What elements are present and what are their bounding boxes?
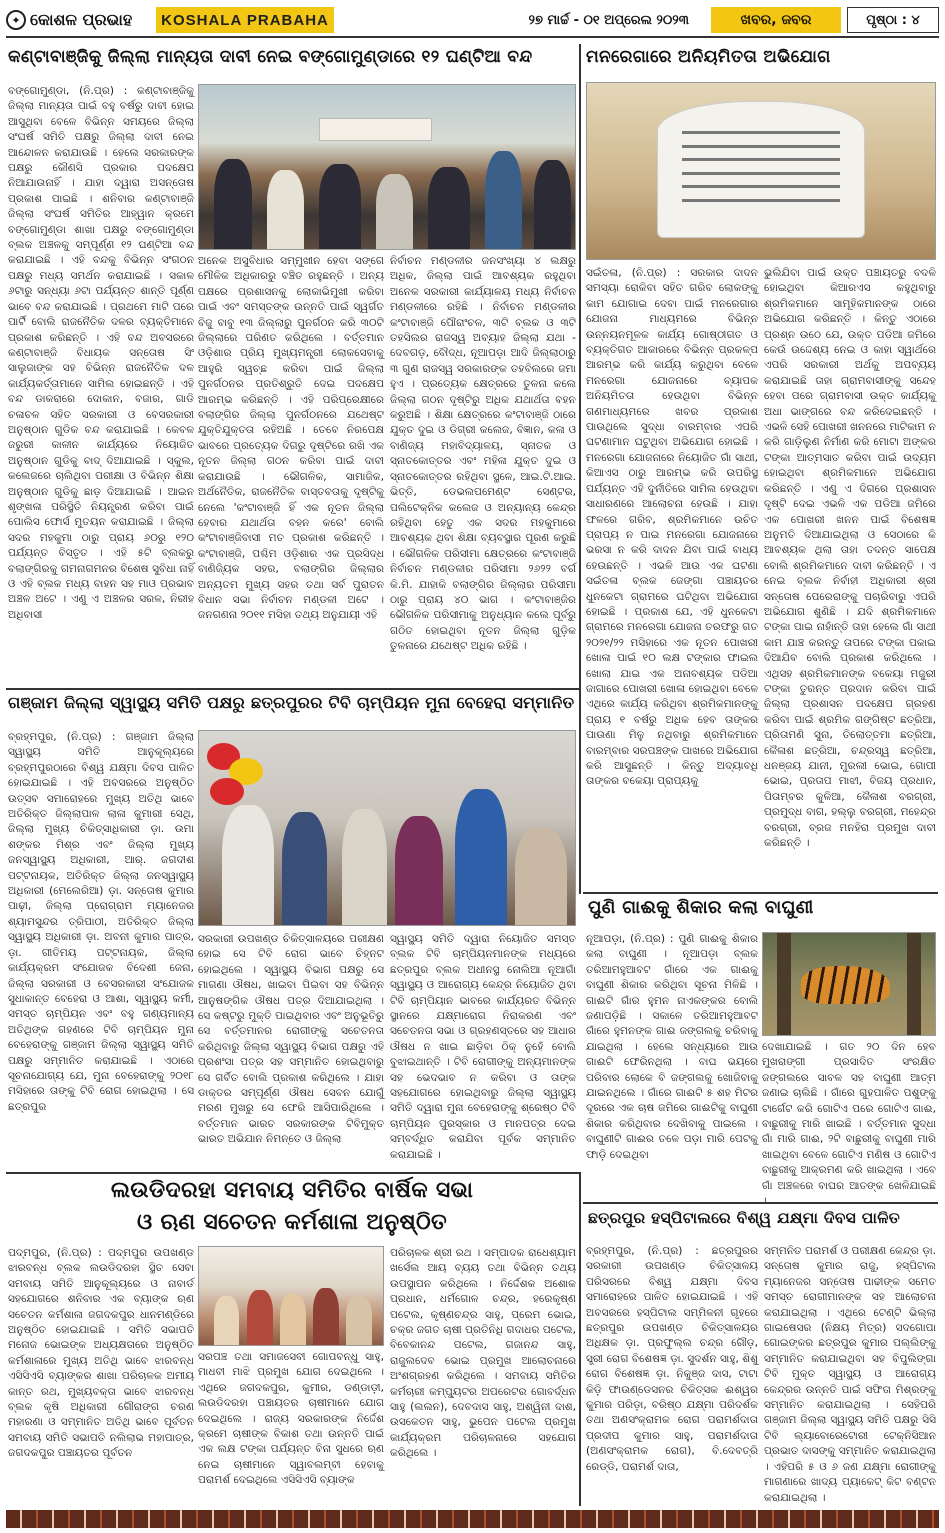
- brand-name: KOSHALA PRABAHA: [156, 7, 334, 33]
- article-headline: ପୁଣି ଗାଈକୁ ଶିକାର କଲା ବାଘୁଣୀ: [588, 897, 814, 918]
- article-column: ସ୍ୱାସ୍ଥ୍ୟ ସମିତି ଦ୍ୱାରା ନିୟୋଜିତ ସମସ୍ତ ବ୍ଲକ ଟିବି ଚାମ୍ପିୟନମାନଙ୍କ ମଧ୍ୟରେ ଛତ୍ରପୁର ବ୍ଲକ ଅଧୀନସ୍ଥ ନୋଲିଆ ନୂଆଗାଁ ସ୍ୱାସ୍ଥ୍ୟ ଓ ଆରୋଗ୍ୟ କେନ୍ଦ୍ର ନିୟୋଜିତ ଥିବା ଟିବି ଚାମ୍ପିୟାନ ଭାବରେ କାର୍ଯ୍ୟରତ ବିଭିନ୍ନ ସ୍ଥାନରେ ଯକ୍ଷ୍ମାରୋଗ ନିରାକରଣ ଏବଂ ସଚେତନତା ସଭା ଓ ଗ୍ରହଣସ୍ତରେ ସହ ଆଧାର ଔଷଧ ନ ଖାଇ ଛାଡ଼ିବା ଠିକ୍ ନୁହେଁ ବୋଲି ବୁଝାଇଥାନ୍ତି । ଟିବି ରୋଗୀଙ୍କୁ ଅନ୍ୟମାନଙ୍କ ସହ ଭେଦଭାବ ନ କରିବା ଓ ତାଙ୍କ ସହଯୋଗରେ ହୋଇଥିବାରୁ ଜିଲ୍ଲା ସ୍ୱାସ୍ଥ୍ୟ ସମିତି ଦ୍ୱାରା ମୁନା ବେହେରାଙ୍କୁ ଶ୍ରେଷ୍ଠ ଟିବି ଚାମ୍ପିୟନ ପୁରସ୍କାର ଓ ମାନପତ୍ର ଦେଇ ସମ୍ବର୍ଦ୍ଧିତ କରାଯିବା ପୂର୍ବକ ସମ୍ମାନିତ କରାଯାଇଛି ।: [390, 933, 576, 1161]
- photo-person: [515, 828, 568, 925]
- article-headline: ଲଉଡିଦରହା ସମବାୟ ସମିତିର ବାର୍ଷିକ ସଭା: [110, 1178, 474, 1203]
- logo-icon: ✦: [6, 10, 26, 30]
- tiger-photo: [762, 932, 936, 1036]
- photo-person: [267, 170, 305, 249]
- section-divider: [6, 1172, 579, 1174]
- issue-date: ୨୭ ମାର୍ଚ୍ଚ - ୦୧ ଅପ୍ରେଲ ୨୦୨୩: [528, 12, 689, 28]
- article-headline: ଓ ଋଣ ସଚେତନ କର୍ମଶାଳା ଅନୁଷ୍ଠିତ: [137, 1210, 447, 1235]
- column-divider: [579, 44, 581, 894]
- photo-person: [214, 1296, 240, 1345]
- article-column: ନିର୍ବାଚନ ମଣ୍ଡଳୀର ଜନସଂଖ୍ୟା ୪ ଲକ୍ଷରୁ ଅଧିକ, ଜିଲ୍ଲା ପାଇଁ ଆବଶ୍ୟକ ରହୁଥିବା ଅନେକ ସରକାରୀ କାର୍ଯ୍ୟାଳୟ ମଧ୍ୟ ନିର୍ବାଚନ ମଣ୍ଡଳୀରେ ରହିଛି । ନିର୍ବାଚନ ମଣ୍ଡଳୀର କଂଟାବାଞ୍ଜି ପୌରାଂଚଳ, ୩ଟି ବ୍ଲକ ଓ ୩ଟି ତହସିଲର ରାଜସ୍ୱ ଅବ୍ୟାହ ଜିଲ୍ଲା ଯଥା - ଦେବଗଡ଼, ବୌଦ୍ଧ, ନୂଆପଡ଼ା ଆଦି ଜିଲ୍ଲାଠାରୁ ୩ ଗୁଣ ରାଜସ୍ୱ ସରକାରଙ୍କ ତହବିଲରେ ଜମା ହୁଏ । ପ୍ରତ୍ୟେକ କ୍ଷେତ୍ରରେ ତୁଳନା କଲେ ଜିଲ୍ଲା ଗଠନ ଦୃଷ୍ଟିରୁ ଅଧିକ ଯଥାର୍ଥତା ବହନ କରୁଅଛି । ଶିକ୍ଷା କ୍ଷେତ୍ରରେ କଂଟାବାଞ୍ଜି ଠାରେ ଯୁକ୍ତ ଦୁଇ ଓ ଡିଗ୍ରୀ କଲେଜ, ବିଜ୍ଞାନ, କଳା ଓ ବାଣିଜ୍ୟ ମହାବିଦ୍ୟାଳୟ, ସ୍ନାତକ ଓ ସ୍ନାତକୋତ୍ତର ଏବଂ ମହିଳା ଯୁକ୍ତ ଦୁଇ ଓ ସ୍ନାତକୋତ୍ତର ରହିଥିବା ସ୍ଥଳେ, ଆଇ.ଟି.ଆଇ. ଭିତ୍ତି, ଡେଭଲପମେଣ୍ଟ ସେଣ୍ଟର, ପଲିଟେକ୍ନିକ କଲେଜ ଓ ଅନ୍ୟାନ୍ୟ କେନ୍ଦ୍ର ରହିଥିବା ହେତୁ ଏକ ସଦର ମହକୁମାରେ ଆବଶ୍ୟକ ଥିବା ଶିକ୍ଷା ବ୍ୟବସ୍ଥାର ପୂରଣ କରୁଛି । ଭୌଗଳିକ ପରିସୀମା କ୍ଷେତ୍ରରେ କଂଟାବାଞ୍ଜି ନିର୍ବାଚନ ମଣ୍ଡଳୀର ପରିସୀମା ୨୬୨୨ ବର୍ଗ କି.ମି. ଯାହାକି ବଲାଙ୍ଗିର ଜିଲ୍ଲାର ପରିସୀମା ଠାରୁ ପ୍ରାୟ ୪୦ ଭାଗ । କଂଟାବାଞ୍ଜିର ଭୌଗଳିକ ପରିସୀମାକୁ ଅନୁଧ୍ୟାନ କଲେ ପୂର୍ବରୁ ଗଠିତ ହୋଇଥିବା ନୂତନ ଜିଲ୍ଲା ଗୁଡ଼ିକ ତୁଳନାରେ ଯଥେଷ୍ଟ ଅଧିକ ରହିଛି ।: [390, 255, 576, 653]
- article-column: ବ୍ରହ୍ମପୁର, (ନି.ପ୍ର) : ଛତ୍ରପୁରର ସରକାରୀ ଉପଖଣ୍ଡ ଚିକିତ୍ସାଳୟ ପରିସରରେ ବିଶ୍ୱ ଯକ୍ଷ୍ମା ଦିବସ ସମାରୋହରେ ପାଳିତ ହୋଇଯାଇଛି । ଏହି ଅବସରରେ ହସ୍ପିଟାଲ ସମ୍ମିଳନୀ ଗୃହରେ ଛତ୍ରପୁର ଉପଖଣ୍ଡ ଚିକିତ୍ସାଳୟର ଅଧିକ୍ଷକ ଡ଼ା. ପ୍ରଫୁଲ୍ଲ ଚନ୍ଦ୍ର ଗୌଡ଼, ସ୍ତ୍ରୀ ରୋଗ ବିଶେଷଜ୍ଞ ଡ଼ା. ସୁଦର୍ଶନ ସାହୁ, ଶିଶୁ ରୋଗ ବିଶେଷଜ୍ଞ ଡ଼ା. ନିକୁଞ୍ଜ ଦାସ, ଟାଟା କିଡ଼ି ଫାଉଣ୍ଡେସନର ଚିକିତ୍ସକ ଈଶ୍ୱର କୁମାର ପରିଡ଼ା, ବରିଷ୍ଠ ଯକ୍ଷ୍ମା ପରିଦର୍ଶକ ତଥା ଅଣସଂକ୍ରାମକ ରୋଗ ପରାମର୍ଶଦାତା ପ୍ରଦୀପ କୁମାର ସାହୁ, ପରାମର୍ଶଦାତା (ଅଣସଂକ୍ରାମକ ରୋଗ), ବି.ଦେବତ୍ରି ରେଡ୍ଡି, ପରାମର୍ଶ ଦାତା,: [586, 1245, 758, 1473]
- meeting-photo: [198, 1246, 384, 1346]
- protest-photo: [198, 84, 576, 250]
- photo-signboard: [657, 101, 866, 238]
- signboard-photo: [586, 82, 936, 260]
- photo-person: [428, 167, 469, 249]
- masthead-logo: [6, 10, 156, 30]
- photo-person: [247, 1290, 273, 1345]
- article-column: ସରକାରୀ ଉପଖଣ୍ଡ ଚିକିତ୍ସାଳୟରେ ପରୀକ୍ଷଣ ହୋଇ ସେ ଟିବି ରୋଗ ଭାବେ ଚିହ୍ନଟ ହୋଇଥିଲେ । ସ୍ୱାସ୍ଥ୍ୟ ବିଭାଗ ପକ୍ଷରୁ ସେ ମାଗଣା ଔଷଧ, ଖାଇବା ପିଇବା ସହ ବିଭିନ୍ନ ଆନୁଷଙ୍ଗିକ ଔଷଧ ପତ୍ର ଦିଆଯାଇଥିଲା । ସେ କଷ୍ଟରୁ ମୁକ୍ତି ପାଇଥିବାର ଏବଂ ଅନୁଭୂତିରୁ ସେ ବର୍ତ୍ତମାନର ରୋଗୀଙ୍କୁ ସଚେତନତା କରିଥିବାରୁ ଜିଲ୍ଲା ସ୍ୱାସ୍ଥ୍ୟ ବିଭାଗ ପକ୍ଷରୁ ଏହି ପ୍ରଶଂସା ପତ୍ର ସହ ସମ୍ମାନିତ ହୋଇଥିବାରୁ ସେ ଗର୍ବିତ ବୋଲି ପ୍ରକାଶ କରିଥିଲେ । ଯାହା ଡାକ୍ତର ସମ୍ପୂର୍ଣ୍ଣ ଔଷଧ ସେବନ ଯୋଗୁଁ ମରଣ ମୁଖରୁ ସେ ଫେରି ଆସିପାରିଥିଲେ । ବର୍ତ୍ତମାନ ଭାରତ ସରକାରଙ୍କ ଟିବିମୁକ୍ତ ଭାରତ ଅଭିଯାନ ନିମନ୍ତେ ଓ ଜିଲ୍ଲା: [198, 933, 384, 1146]
- article-column: ବ୍ରହ୍ମପୁର, (ନି.ପ୍ର) : ଗଞ୍ଜାମ ଜିଲ୍ଲା ସ୍ୱାସ୍ଥ୍ୟ ସମିତି ଆନୁକୂଲ୍ୟରେ ବ୍ରହ୍ମପୁରଠାରେ ବିଶ୍ୱ ଯକ୍ଷ୍ମା ଦିବସ ପାଳିତ ହୋଇଯାଇଛି । ଏହି ଅବସରରେ ଅନୁଷ୍ଠିତ ଉତ୍ସବ ସମାରୋହରେ ମୁଖ୍ୟ ଅତିଥି ଭାବେ ଅତିରିକ୍ତ ଜିଲ୍ଲାପାଳ ଲାଳା କୁମାରୀ ସେଥି, ଜିଲ୍ଲା ମୁଖ୍ୟ ଚିକିତ୍ସାଧିକାରୀ ଡ଼ା. ଉମା ଶଙ୍କର ମିଶ୍ର ଏବଂ ଜିଲ୍ଲା ମୁଖ୍ୟ ଜନସ୍ୱାସ୍ଥ୍ୟ ଅଧିକାରୀ, ଆର୍. ଜଗଦୀଶ ପଟ୍ଟନାୟକ, ଅତିରିକ୍ତ ଜିଲ୍ଲା ଜନସ୍ୱାସ୍ଥ୍ୟ ଅଧିକାରୀ (ମେଲେରିଆ) ଡ଼ା. ସନ୍ତୋଷ କୁମାର ପାଢ଼ୀ, ଜିଲ୍ଲା ପ୍ରୋଗ୍ରାମ ମ୍ୟାନେଜର ଶ୍ୟାମସୁନ୍ଦର ତ୍ରିପାଠୀ, ଅତିରିକ୍ତ ଜିଲ୍ଲା ସ୍ୱାସ୍ଥ୍ୟ ଅଧିକାରୀ ଡ଼ା. ଅବନୀ କୁମାର ପାତ୍ର, ଡ଼ା. ଗୀତିମୟ ପଟ୍ଟନାୟକ, ଜିଲ୍ଲା କାର୍ଯ୍ୟକ୍ରମ ସଂଯୋଜକ ବିଦେଶୀ ଜେନା, ଜିଲ୍ଲା ସରକାରୀ ଓ ବେସରକାରୀ ସଂଯୋଜକ ସୁଧାକାନ୍ତ ବେହେରା ଓ ଆଶା, ସ୍ୱାସ୍ଥ୍ୟ କର୍ମୀ, ସମସ୍ତ ଚାମ୍ପିୟନ ଏବଂ ବହୁ ଗଣ୍ୟମାନ୍ୟ ଅତିଥିଙ୍କ ଗହଣରେ ଟିବି ଚାମ୍ପିୟନ ମୁନା ବେହେରାଙ୍କୁ ଗଞ୍ଜାମ ଜିଲ୍ଲା ସ୍ୱାସ୍ଥ୍ୟ ସମିତି ପକ୍ଷରୁ ସମ୍ମାନିତ କରାଯାଇଛି । ଏଠାରେ ସୂଚନାଯୋଗ୍ୟ ଯେ, ମୁନା ବେହେରାଙ୍କୁ ୨୦୧୮ ମସିହାରେ ତାଙ୍କୁ ଟିବି ରୋଗ ହୋଇଥିଲା । ସେ ଛତ୍ରପୁର: [8, 731, 194, 1113]
- photo-person: [485, 151, 523, 249]
- photo-person: [534, 160, 572, 249]
- photo-person: [214, 159, 252, 249]
- logo-text: କୋଶଳ ପ୍ରଭାହ: [30, 10, 133, 29]
- photo-person: [376, 174, 414, 249]
- column-divider: [579, 1172, 581, 1506]
- article-headline: ଛତ୍ରପୁର ହସ୍ପିଟାଲରେ ବିଶ୍ୱ ଯକ୍ଷ୍ମା ଦିବସ ପାଳିତ: [588, 1209, 901, 1227]
- article-headline: ଗଞ୍ଜାମ ଜିଲ୍ଲା ସ୍ୱାସ୍ଥ୍ୟ ସମିତି ପକ୍ଷରୁ ଛତ୍ରପୁରର ଟିବି ଚାମ୍ପିୟନ ମୁନା ବେହେରା ସମ୍ମାନିତ: [8, 693, 575, 712]
- photo-person: [282, 812, 327, 925]
- footer-pattern-band: [6, 1510, 939, 1528]
- photo-person: [222, 805, 275, 925]
- photo-tiger: [801, 966, 890, 1005]
- photo-person: [346, 1296, 372, 1345]
- article-column: ସଇଁତଳା, (ନି.ପ୍ର) : ସରକାର ଦାଦନ ସମସ୍ୟା ରୋକିବା ସହିତ ଗରିବ ଲୋକଙ୍କୁ କାମ ଯୋଗାଇ ଦେବା ପାଇଁ ମନରେଗାର ଯୋଜନା ମାଧ୍ୟମରେ ବିଭିନ୍ନ ଉନ୍ନୟନମୂଳକ କାର୍ଯ୍ୟ ଗୋଷ୍ଠୀଗତ ଓ ବ୍ୟକ୍ତିଗତ ଆକାରରେ ବିଭିନ୍ନ ପ୍ରକଳ୍ପ ଆରମ୍ଭ କରି କାର୍ଯ୍ୟ କରୁଥିବା ବେଳେ ମନରେଗା ଯୋଜନାରେ ବ୍ୟାପକ ଅନିୟମିତତା ହେଉଥିବା ବିଭିନ୍ନ ଗଣମାଧ୍ୟମରେ ଖବର ପ୍ରକାଶ ପାଉଥିଲେ ସୁଦ୍ଧା ବାରମ୍ବାର ଏପରି ଘଟଣାମାନ ଘଟୁଥିବା ଅଭିଯୋଗ ହୋଇଛି । ମନରେଗା ଯୋଜନାରେ ନିୟୋଜିତ ଗାଁ ସାଥୀ, କିଆଏସ ଠାରୁ ଆରମ୍ଭ କରି ଉପରିସ୍ଥ ପର୍ଯ୍ୟନ୍ତ ଏହି ଦୁର୍ନୀତିରେ ସାମିଲ ହେଉଥିବା ସାଧାରଣରେ ଆଲୋଚନା ହେଉଛି । ଯାହା ଫଳରେ ଗରିବ, ଶ୍ରମିକମାନେ ଉଚିତ ପ୍ରାପ୍ୟ ନ ପାଇ ମନରେଗା ଯୋଜନାରେ ଭରସା ନ କରି ଦାଦନ ଯିବା ପାଇଁ ବାଧ୍ୟ ହେଉଛନ୍ତି । ଏଭଳି ଆଉ ଏକ ଘଟଣା ସଇଁତଳା ବ୍ଲକ ଜେଙ୍ଗା ପଞ୍ଚାୟତର ଧୁନକେଟା ଗ୍ରାମରେ ଘଟିଥିବା ଅଭିଯୋଗ ହୋଇଛି । ପ୍ରକାଶ ଯେ, ଏହି ଧୁନକେଟା ଗ୍ରାମରେ ମନରେଗା ଯୋଜନା ତରଫରୁ ଗତ ୨୦୨୧/୨୨ ମସିହାରେ ଏକ ନୂତନ ପୋଖରୀ ଖୋଳା ପାଇଁ ୧୦ ଲକ୍ଷ ଟଙ୍କାର ଫାଇଲ ଖୋଲା ଯାଇ ଏକ ଅନାବଶ୍ୟକ ପଡିଆ ଜାଗାରେ ପୋଖରୀ ଖୋଳା ହୋଇଥିବା ବେଳେ ଏଥିରେ କାର୍ଯ୍ୟ କରିଥିବା ଶ୍ରମିକମାନଙ୍କୁ ପ୍ରାୟ ୧ ବର୍ଷରୁ ଅଧିକ ହେବ ତାଙ୍କର ପାଉଣା ମିଳୁ ନଥିବାରୁ ଶ୍ରମିକମାନେ ବାରମ୍ବାର ସରପଞ୍ଚଙ୍କ ପାଖରେ ଅଭିଯୋଗ କରି ଆସୁଛନ୍ତି । କିନ୍ତୁ ଅଦ୍ୟାବଧି ତାଙ୍କର ବକେୟା ପ୍ରାପ୍ୟକୁ: [586, 267, 758, 788]
- photo-tree: [907, 933, 921, 1035]
- section-divider: [583, 892, 938, 894]
- photo-person: [280, 1294, 306, 1345]
- photo-person: [313, 1288, 339, 1345]
- article-column: ଦେଖାଯାଇଛି । ଗତ ୨୦ ଦିନ ହେବ ମୁଖରାଙ୍ଗୀ ପ୍ରସାଦିତ ସଂରକ୍ଷିତ ଜଙ୍ଗଲରେ ସାବଳ ସହ ବାଘୁଣୀ ଆତ୍ମ ଜଣାଇ ଚାଲିଛି । ଗାଁରେ ଗୁହପାଳିତ ପଶୁଙ୍କୁ ଟାର୍ଗେଟ କରି ଗୋଟିଏ ପରେ ଗୋଟିଏ ଗାଈ, ବାଛୁରୀକୁ ମାରି ଖାଇଛି । ବର୍ତ୍ତମାନ ସୁଦ୍ଧା ଗାଁ ମାରି ଗାଈ, ୨ଟି ବାଛୁରୀକୁ ବାଘୁଣୀ ମାରି ଖାଇଥିବା ବେଳେ ଗୋଟିଏ ମଣିଷ ଓ ଗୋଟିଏ ବାଛୁରୀକୁ ଆକ୍ରମଣ କରି ଖାଇଥିଲା । ଏବେ ଗାଁ ଅଞ୍ଚଳରେ ବାଘର ଆତଙ୍କ ଖେଳିଯାଇଛି: [762, 1041, 936, 1192]
- section-divider: [583, 1202, 938, 1204]
- article-column: ଭୁଲିଯିବା ପାଇଁ ଉକ୍ତ ପଞ୍ଚାୟତରୁ ବଦଳି ହୋଇଥିବା କିଆରଏସ କହୁଥିବାରୁ ଶ୍ରମିକମାନେ ସାମୂହିକମାନଙ୍କ ଠାରେ ଅଭିଯୋଗ କରିଛନ୍ତି । କିନ୍ତୁ ଏଠାରେ ପ୍ରଶ୍ନ ଉଠେ ଯେ, ଉକ୍ତ ପଡିଆ ଜମିରେ କେଉଁ ଉଦ୍ଦେଶ୍ୟ ନେଇ ଓ କାହା ସ୍ୱାର୍ଥରେ ଏପରି ସରକାରୀ ଅର୍ଥକୁ ଅପବ୍ୟୟ କରାଯାଇଛି ତାହା ଗ୍ରାମବାସୀଙ୍କୁ ସନ୍ଦେହ ହେବା ପରେ ଗ୍ରାମବାସୀ ଉକ୍ତ କାର୍ଯ୍ୟକୁ ଅଧା ଭାଙ୍ଗରେ ବନ୍ଦ କରିଦେଇଛନ୍ତି । ଏଭଳି ସେହି ପୋଖରୀ ଖନନରେ ମାଟିକାମ ନ କରି ଗାଡ଼ିଲୁଣ ନିର୍ମାଣ କରି ମୋଟା ଅଙ୍କର ଟଙ୍କା ଆତ୍ମସାତ କରିବା ପାଇଁ ଉଦ୍ୟମ ହୋଇଥିବା ଶ୍ରମିକମାନେ ଅଭିଯୋଗ କରିଛନ୍ତି । ଏଣୁ ଏ ଦିଗରେ ପ୍ରଶାସନ ଦୃଷ୍ଟି ଦେଇ ଏଭଳି ଏକ ପଡିଆ ଜମିରେ ଏକ ପୋଖରୀ ଖନନ ପାଇଁ ବିଶେଷଜ୍ଞ ଅନୁମତି ଦିଆଯାଇଥିଲା ଓ ସେଠାରେ କି ଆବଶ୍ୟକ ଥିଲା ତାହା ତଦନ୍ତ ସାପେକ୍ଷ ବୋଲି ଶ୍ରମିକମାନେ ଦାବୀ କରିଛନ୍ତି । ଏ ନେଇ ବ୍ଲକ ନିର୍ବାହୀ ଅଧିକାରୀ ଶ୍ରୀ ସନ୍ତୋଷ ପେରେରାଙ୍କୁ ପଚାରିବାରୁ ଏପରି ଅଭିଯୋଗ ଶୁଣିଛି । ଯଦି ଶ୍ରମିକମାନେ ଟଙ୍କା ପାଇ ନାହାଁନ୍ତି ତାହା ହେଲେ ଗାଁ ସାଥୀ କାମ ଯାଞ୍ଚ କରନ୍ତୁ ତାପରେ ଟଙ୍କା ପକାଇ ଦିଆଯିବ ବୋଲି ପ୍ରକାଶ କରିଥିଲେ । ଏଥିସହ ଶ୍ରମିକମାନଙ୍କ ବକେୟା ମଜୁରୀ ଟଙ୍କା ତୁରନ୍ତ ପ୍ରଦାନ କରିବା ପାଇଁ ଜିଲ୍ଲା ପ୍ରଶାସନ ପଦକ୍ଷେପ ଗ୍ରହଣ କରିବା ପାଇଁ ଶ୍ରମିକ ଗଙ୍ଗିଷ୍ଟ ଛତ୍ରିଆ, ପ୍ରିତାମଣି ସୁନା, ତିଲୋତ୍ତମା ଛତ୍ରିଆ, କୈଳାଶ ଛତ୍ରିଆ, ଚନ୍ଦ୍ରସ୍ୱ ଛତ୍ରିଆ, ଧନଞ୍ଜୟ ଯାନୀ, ମୁରଲୀ ଭୋଇ, ଗୋପୀ ଭୋଇ, ପ୍ରତାପ ମାଝୀ, ବିଜୟ ପ୍ରଧାନ, ପିତାମ୍ବର କୁଳିଆ, କୈଳାଶ ବରଗ୍ରୀ, ପ୍ରମୁଦ୍ଧ ବାଗ, ହଲ୍ଲୁ ବରଗ୍ରୀ, ମହେନ୍ଦ୍ର ବରଗ୍ରୀ, ବ୍ରଜ ମନହିରା ପ୍ରମୁଖ ଦାବୀ କରିଛନ୍ତି ।: [764, 267, 936, 850]
- photo-person: [319, 164, 360, 249]
- masthead: [6, 4, 939, 38]
- article-column: ସମ୍ମନିତ ପରାମର୍ଶ ଓ ପରୀକ୍ଷଣ କେନ୍ଦ୍ର ଡ଼ା. ସନ୍ତୋଷ କୁମାର ରାଜୁ, ହସ୍ପିଟାଲ ମ୍ୟାନେଜର ସନ୍ତୋଷ ପାଢୀଙ୍କ ସମେତ ସମସ୍ତ ରୋଗୀମାନଙ୍କ ସହ ଆଲୋଚନା କରାଯାଇଥିଲା । ଏଥିରେ ଟେଣ୍ଟି ଭିଲ୍ଲା ଗାଇଷେସର (ନିକ୍ଷୟ ମିତ୍ର) ସଦଗୋପା ଗୋଇଙ୍କର ଛତ୍ରପୁର କୁମାର ପଲ୍ଲିଙ୍କୁ ସମ୍ମାନିତ କରାଯାଇଥିବା ସହ ବିପୁଲିଙ୍ଗା ଟିବି ମୁକ୍ତ ସ୍ୱାସ୍ଥ୍ୟ ଓ ଆରୋଗ୍ୟ କେନ୍ଦ୍ରର ଉନ୍ନତି ପାଇଁ ସଫିତା ମିଶ୍ରଙ୍କୁ ସମ୍ମାନିତ କରାଯାଇଥିଲା । ସେହିପରି ଗଞ୍ଜାମ ଜିଲ୍ଲା ସ୍ୱାସ୍ଥ୍ୟ ସମିତି ପକ୍ଷରୁ ସିସି ଟିବି ଲ୍ୟାବୋରେଟୋରୀ ଟେକ୍ନିସିଆନ ପ୍ରଭାତ ଦାସଙ୍କୁ ସମ୍ମାନିତ କରାଯାଇଥିଲା । ଏହିପରି ୫ ଓ ୬ ଜଣ ଯକ୍ଷ୍ମା ରୋଗୀଙ୍କୁ ମାଗଣାରେ ଖାଦ୍ୟ ପ୍ୟାକେଟ୍ କିଟ ବଣ୍ଟନ କରାଯାଇଥିଲା ।: [764, 1245, 936, 1504]
- article-column: ପରିଚାଳକ ଶ୍ରୀ ରଥ । ସମ୍ପାଦକ ରାଧେଶ୍ୟାମ ଖର୍ସେଲ ଆୟ ବ୍ୟୟ ତଥା ବିଭିନ୍ନ ତଥ୍ୟ ଉପସ୍ଥାପନ କରିଥିଲେ । ନିର୍ଦ୍ଦେଶକ ଅଶୋକ ପ୍ରଧାନ, ଧର୍ମଗୋଳ ଚନ୍ଦ୍ର, ହରେକୃଷ୍ଣ ପଟେଲ, କୃଷ୍ଣଚନ୍ଦ୍ର ସାହୁ, ପ୍ରେମ ଭୋଇ, ଚକ୍ର ଜଗତ ଚାଷୀ ପ୍ରତିନିଧି ଗଦାଧର ପଟେଲ, ବିବେକାନନ୍ଦ ପଟେଲ, ଗଜାନନ୍ଦ ସାହୁ, ରାଜୁଲଦେବ ଭୋଇ ପ୍ରମୁଖ ଆଲୋଚନାରେ ଅଂଶଗ୍ରହଣ କରିଥିଲେ । ସମବାୟ ସମିତିର କର୍ମଚାରୀ କମ୍ପ୍ୟୁଟର ଅପରେଟର ଗୋବର୍ଦ୍ଧନ ସାହୁ (ଲଲନ), ଦେବଦାସ ସାହୁ, ଅଶ୍ୱିନୀ ଦାଶ, ଉସକେତନ ସାହୁ, ଭୁପେନ ପଟେଲ ପ୍ରମୁଖ କାର୍ଯ୍ୟକ୍ରମ ପରିଚାଳନାରେ ସହଯୋଗ କରିଥିଲେ ।: [390, 1247, 576, 1460]
- article-column: ସରପଞ୍ଚ ତଥା ସମାଜସେବୀ ଗୋପବନ୍ଧୁ ସାହୁ, ମାଧବୀ ମାଝି ପ୍ରମୁଖ ଯୋଗ ଦେଇଥିଲେ । ଏଥିରେ ଜଗଦକପୁର, କୁମୀର, ଡଣ୍ଡାଡ଼ୀ, ଲଉଡିଦରହା ପଞ୍ଚାୟତର ଚାଷୀମାନେ ଯୋଗ ଦେଇଥିଲେ । ରାଜ୍ୟ ସରକାରଙ୍କ ନିର୍ଦ୍ଦେଶ କ୍ରମେ ଚାଷୀଙ୍କ ବିକାଶ ତଥା ଉନ୍ନତି ପାଇଁ ଏକ ଲକ୍ଷ ଟଙ୍କା ପର୍ଯ୍ୟନ୍ତ ବିନା ସୁଧରେ ଋଣ ନେଇ ଚାଷୀମାନେ ସ୍ୱାବଲମ୍ବୀ ହେବାକୁ ପରାମର୍ଶ ଦେଇଥିଲେ ଏସିସିଏସି ବ୍ୟାଙ୍କ: [198, 1351, 384, 1487]
- article-column: ପଦ୍ମପୁର, (ନି.ପ୍ର) : ପଦ୍ମପୁର ଉପଖଣ୍ଡ ଝାରବନ୍ଧ ବ୍ଲକ ଲଉଡିଦରହା ସ୍ଥିତ ସେବା ସମବାୟ ସମିତି ଆନୁକୂଲ୍ୟରେ ଓ ନାବାର୍ଡ ସହଯୋଗରେ ଶନିବାର ଏକ ବ୍ୟାଙ୍କ ଋଣ ସଚେତନ କର୍ମଶାଳା ଜଗଦକପୁର ଧାନମଣ୍ଡିରେ ଅନୁଷ୍ଠିତ ହୋଇଯାଇଛି । ସମିତି ସଭାପତି ମନୋଜ ଭୋଇଙ୍କ ଅଧ୍ୟକ୍ଷତାରେ ଅନୁଷ୍ଠିତ କର୍ମଶାଳାରେ ମୁଖ୍ୟ ଅତିଥି ଭାବେ ଝାରବନ୍ଧ ଏସିସିଏସି ବ୍ୟାଙ୍କର ଶାଖା ପରିଚାଳକ ଅମୀୟ କାନ୍ତ ରଥ, ମୁଖ୍ୟବକ୍ତା ଭାବେ ଝାରବନ୍ଧ ବ୍ଲକ କୃଷି ଅଧିକାରୀ ଗୌରାଙ୍ଗ ଚରଣ ମହାରଣା ଓ ସମ୍ମାନିତ ଅତିଥି ଭାବେ ପୂର୍ବତନ ସମବାୟ ସମିତି ସଭାପତି ନଲିଲାଭ ମହାପାତ୍ର, ଜଗଦକପୁର ପଞ୍ଚାୟତର ପୂର୍ବତନ: [8, 1247, 194, 1460]
- page-number: ପୃଷ୍ଠା : ୪: [847, 7, 939, 33]
- photo-balloon: [210, 778, 244, 805]
- photo-person: [342, 809, 387, 925]
- article-column: ବଙ୍ଗୋମୁଣ୍ଡା, (ନି.ପ୍ର) : କଣ୍ଟାବାଞ୍ଜିକୁ ଜିଲ୍ଲା ମାନ୍ୟତା ପାଇଁ ବହୁ ବର୍ଷରୁ ଦାବୀ ହୋଇ ଆସୁଥିବା ବେଳେ ବିଭିନ୍ନ ସମୟରେ ଜିଲ୍ଲା ସଂଘର୍ଷ ସମିତି ପକ୍ଷରୁ ଜିଲ୍ଲା ଦାବୀ ନେଇ ଆନ୍ଦୋଳନ କରାଯାଉଛି । ହେଲେ ସରକାରଙ୍କ ପକ୍ଷରୁ କୌଣସି ପ୍ରକାର ପଦକ୍ଷେପ ନିଆଯାଉନାହିଁ । ଯାହା ଦ୍ୱାରା ଅସନ୍ତୋଷ ପ୍ରକାଶ ପାଇଛି । ଶନିବାର କଣ୍ଟାବାଞ୍ଜି ଜିଲ୍ଲା ସଂଘର୍ଷ ସମିତିର ଆହ୍ୱାନ କ୍ରମେ ବଙ୍ଗୋମୁଣ୍ଡା ଶାଖା ପକ୍ଷରୁ ବଙ୍ଗୋମୁଣ୍ଡା ବ୍ଲକ ଅଞ୍ଚଳକୁ ସମ୍ପୂର୍ଣ୍ଣ ୧୨ ଘଣ୍ଟିଆ ବନ୍ଦ କରାଯାଇଛି । ଏହି ବନ୍ଦକୁ ବିଭିନ୍ନ ସଂଗଠନ ପକ୍ଷରୁ ମଧ୍ୟ ସମର୍ଥନ କରାଯାଇଛି । ସକାଳ ୬ଟାରୁ ସନ୍ଧ୍ୟା ୬ଟା ପର୍ଯ୍ୟନ୍ତ ଶାନ୍ତି ପୂର୍ଣ୍ଣ ଭାବେ ବନ୍ଦ କରାଯାଇଛି । ପ୍ରଥମେ ମାଟି ପରେ ପାର୍ଟି ବୋଲି ରାଜନୈତିକ ଦଳର ବ୍ୟକ୍ତିମାନେ ପ୍ରକାଶ କରିଛନ୍ତି । ଏହି ବନ୍ଦ ଅବସରରେ କଣ୍ଟାବାଞ୍ଜି ବିଧାୟକ ସନ୍ତୋଷ ସିଂ ସାଲୁଜାଙ୍କ ସହ ବିଭିନ୍ନ ରାଜନୈତିକ ଦଳ କାର୍ଯ୍ୟକର୍ତ୍ତାମାନେ ସାମିଲ ହୋଇଛନ୍ତି । ଏହି ବନ୍ଦ ଡାକରାରେ ଦୋକାନ, ବଜାର, ଗାଡି ଚଳାଚଳ ସହିତ ସରକାରୀ ଓ ବେସରକାରୀ ଅନୁଷ୍ଠାନ ଗୁଡିକ ବନ୍ଦ କରାଯାଇଛି । କେବଳ ଜରୁରୀ କାଳୀନ କାର୍ଯ୍ୟରେ ନିୟୋଜିତ ଅନୁଷ୍ଠାନ ଗୁଡିକୁ ବାଦ୍ ଦିଆଯାଇଛି । ସ୍କୁଲ, କଲେଜରେ ଚାଲିଥିବା ପରୀକ୍ଷା ଓ ବିଭିନ୍ନ ଶିକ୍ଷା ଅନୁଷ୍ଠାନ ଗୁଡିକୁ ଛାଡ଼ ଦିଆଯାଇଛି । ଆଇନ ଶୃଙ୍ଖଳା ପରିସ୍ଥିତି ନିୟନ୍ତ୍ରଣ କରିବା ପାଇଁ ପୋଲିସ ଫୋର୍ସ ମୁତୟନ କରାଯାଇଛି । ଜିଲ୍ଲା ସଦର ମହକୁମା ଠାରୁ ପ୍ରାୟ ୬୦ରୁ ୧୨୦ ପର୍ଯ୍ୟନ୍ତ ବିସ୍ତୃତ । ଏହି ୫ଟି ବ୍ଲକରୁ ବଲାଙ୍ଗିରକୁ ଗମନାଗମନର ବିଶେଷ ସୁବିଧା ନାହିଁ ଓ ଏହି ବ୍ଲକ ମଧ୍ୟ ବାହନ ସହ ମାଓ ପ୍ରଭାବ ଅଞ୍ଚଳ ଅଟେ । ଏଣୁ ଏ ଅଞ୍ଚଳର ସରଳ, ନିରୀହ ଅଧିବାସୀ: [8, 85, 194, 621]
- section-tag: ଖବର, ଜବର: [711, 7, 841, 33]
- section-divider: [6, 688, 579, 690]
- article-headline: କଣ୍ଟାବାଞ୍ଜିକୁ ଜିଲ୍ଲା ମାନ୍ୟତା ଦାବୀ ନେଇ ବଙ୍ଗୋମୁଣ୍ଡାରେ ୧୨ ଘଣ୍ଟିଆ ବନ୍ଦ: [8, 47, 533, 67]
- photo-person: [455, 789, 508, 925]
- photo-banner: [319, 118, 432, 141]
- award-photo: [198, 730, 576, 926]
- photo-tree: [777, 933, 791, 1035]
- article-column: ଅନେକ ଅସୁବିଧାର ସମ୍ମୁଖୀନ ହେବା ସଙ୍ଗେ ମୌଳିକ ଅଧିକାରରୁ ବଞ୍ଚିତ ରହୁଛନ୍ତି । ଅନ୍ୟ ପକ୍ଷରେ ପ୍ରଶାସନକୁ ଲୋକାଭିମୁଖୀ କରିବା ପାଇଁ ଏବଂ ସମସ୍ତଙ୍କ ଉନ୍ନତି ପାଇଁ ସ୍ୱର୍ଗତ ବିଜୁ ବାବୁ ୧୩ ଜିଲ୍ଲାରୁ ପୁନର୍ଗଠନ କରି ୩୦ଟି ଜିଲ୍ଲାରେ ପରିଣତ କରିଥିଲେ । ବର୍ତ୍ତମାନ ଓଡ଼ିଶାର ପ୍ରିୟ ମୁଖ୍ୟମନ୍ତ୍ରୀ ଲୋକସେବାକୁ ଆହୁରି ସ୍ୱଚ୍ଛ କରିବା ପାଇଁ ଜିଲ୍ଲା ପୁନର୍ଗଠନର ପ୍ରତିଶ୍ରୁତି ଦେଇ ପଦକ୍ଷେପ ଆରମ୍ଭ କରିଛନ୍ତି । ଏହି ପରିପ୍ରେକ୍ଷୀରେ ବଲାଙ୍ଗିର ଜିଲ୍ଲା ପୁନର୍ଗଠନରେ ଯଥେଷ୍ଟ ଯୁକ୍ତିଯୁକ୍ତତା ରହିଅଛି । ତେବେ ନିରପେକ୍ଷ ଭାବରେ ପ୍ରତ୍ୟେକ ଦିଗରୁ ଦୃଷ୍ଟିରେ ରଖି ଏକ ନୂତନ ଜିଲ୍ଲା ଗଠନ କରିବା ପାଇଁ ଦାବୀ କରାଯାଉଛି । ଭୌଗଳିକ, ସାମାଜିକ, ଅର୍ଥନୈତିକ, ରାଜନୈତିକ ବାସ୍ତବତାକୁ ଦୃଷ୍ଟିକୁ ନେଲେ 'କଂଟାବାଞ୍ଜି ହିଁ ଏକ ନୂତନ ଜିଲ୍ଲା ହେବାର ଯଥାର୍ଥତା ବହନ କରେ' ବୋଲି କଂଟାବାଞ୍ଜିବାସୀ ମତ ପ୍ରକାଶ କରିଛନ୍ତି । କଂଟାବାଞ୍ଜି, ପଶ୍ଚିମ ଓଡ଼ିଶାର ଏକ ପ୍ରସିଦ୍ଧ ବାଣିଜ୍ୟିକ ସହର, ବଲାଙ୍ଗିର ଜିଲ୍ଲାର ଅନ୍ୟତମ ମୁଖ୍ୟ ସହର ତଥା ସର୍ବ ପୁରାତନ ବିଧାନ ସଭା ନିର୍ବାଚନ ମଣ୍ଡଳୀ ଅଟେ । ଜନଗଣନା ୨୦୧୧ ମସିହା ତଥ୍ୟ ଅନୁଯାୟୀ ଏହି: [198, 255, 384, 622]
- photo-person: [395, 816, 444, 925]
- article-headline: ମନରେଗାରେ ଅନିୟମିତତା ଅଭିଯୋଗ: [586, 47, 831, 67]
- article-column: ନୂଆପଡ଼ା, (ନି.ପ୍ର) : ପୁଣି ଗାଈକୁ ଶିକାର କଲା ବାଘୁଣୀ । ନୂଆପଡ଼ା ବ୍ଲକ ତରିଆମହୁଆବଟ ଗାଁରେ ଏକ ଗାଈକୁ ବାଘୁଣୀ ଶିକାର କରିଥିବା ସୂଚନା ମିଳିଛି । ଗାଈଟି ଗାଁର ହୁମନ ନାଏକଙ୍କର ବୋଲି ଜଣାପଡ଼ିଛି । ସକାଳେ ତରିଆମହୁଆବଟ ଗାଁରେ ହୁମନଙ୍କ ଗାଈ ଜଙ୍ଗଲକୁ ଚରିବାକୁ ଯାଇଥିଲା । ହେଲେ ସନ୍ଧ୍ୟାରେ ଆଉ ଗାଈଟି ଫେରିନଥିଲା । ବାଘ ଭୟରେ ପରିବାର ଲୋକେ ବି ଜଙ୍ଗଲକୁ ଖୋଜିବାକୁ ଯାଇନଥିଲେ । ଗାଁରେ ଗାଈଟି ୫ ଶହ ମିଟର ଦୂରରେ ଏକ ଚାଷ ଜମିରେ ଗାଈଟିକୁ ବାଘୁଣୀ ଶିକାର କରିଥିବାର ଦେଖିବାକୁ ପାଇଲେ । ବାଘୁଣୀଟି ଗାଈର ତଳେ ପଡ଼ା ମାରି ପେଟକୁ ଫାଡ଼ି ଦେଇଥିବା: [586, 933, 758, 1161]
